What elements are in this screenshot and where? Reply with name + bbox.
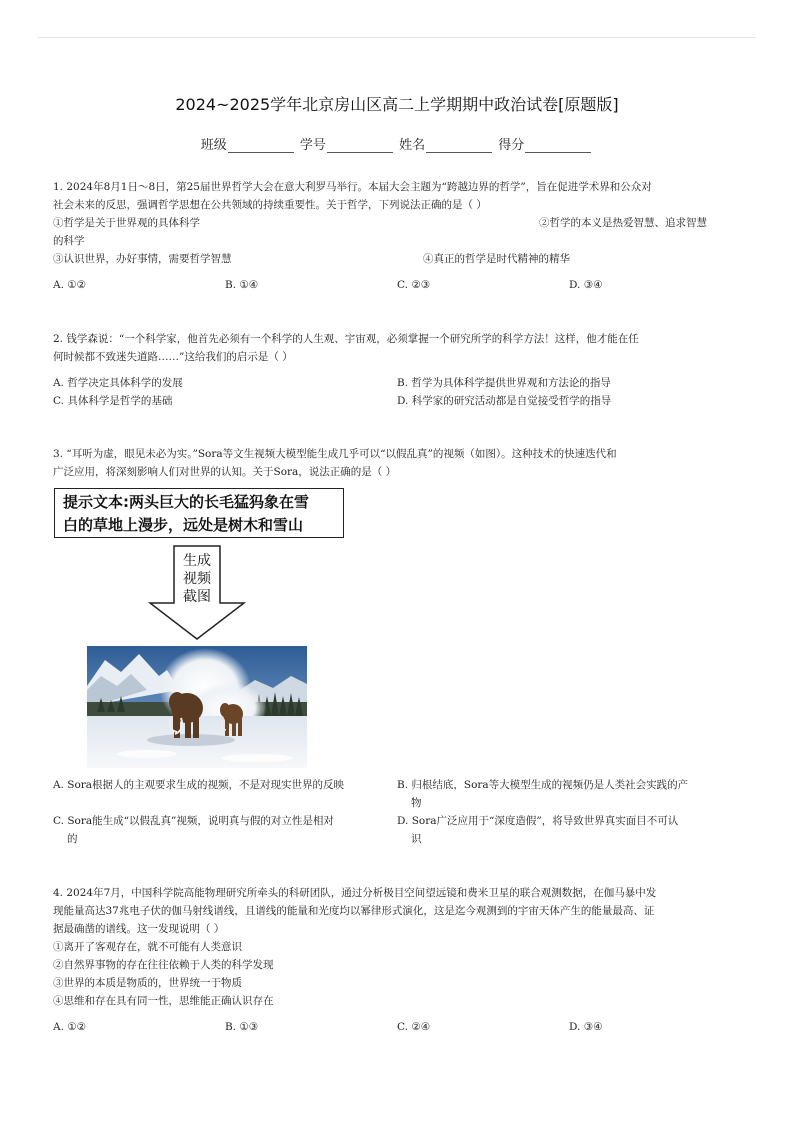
score-blank[interactable] [525, 138, 591, 153]
question-2 [53, 330, 743, 410]
question-3-option-c[interactable]: C. Sora能生成“以假乱真”视频，说明真与假的对立性是相对 [53, 815, 334, 827]
student-info-line [0, 134, 794, 153]
question-2-option-c[interactable]: C. 具体科学是哲学的基础 [53, 395, 173, 407]
question-1-item: 的科学 [53, 235, 85, 247]
name-blank[interactable] [426, 138, 492, 153]
name-label: 姓名 [399, 138, 426, 153]
question-1-option-d[interactable]: D. ③④ [569, 279, 603, 291]
question-1-item: ③认识世界，办好事情，需要哲学智慧 [53, 253, 232, 265]
arrow-label-line: 视频 [183, 571, 211, 587]
question-3-options [53, 776, 743, 848]
question-3-stem-line: 3. “耳听为虚，眼见未必为实。”Sora等文生视频大模型能生成几乎可以“以假乱真”的视频（如图）。这种技术的快速迭代和 [53, 448, 617, 460]
down-arrow-icon [148, 545, 246, 641]
question-1-stem-line: 社会未来的反思，强调哲学思想在公共领域的持续重要性。关于哲学，下列说法正确的是（ ） [53, 199, 487, 211]
question-3-option-c-cont: 的 [67, 833, 78, 845]
question-4-stem-line: 4. 2024年7月，中国科学院高能物理研究所牵头的科研团队，通过分析极目空间望远镜和费米卫星的联合观测数据，在伽马暴中发 [53, 887, 657, 899]
question-1-item: ②哲学的本义是热爱智慧、追求智慧 [539, 217, 707, 229]
class-blank[interactable] [228, 138, 294, 153]
question-4-option-d[interactable]: D. ③④ [569, 1021, 603, 1033]
question-4-option-c[interactable]: C. ②④ [397, 1021, 431, 1033]
question-1 [53, 178, 743, 294]
question-1-item: ④真正的哲学是时代精神的精华 [423, 253, 570, 265]
question-3-option-b[interactable]: B. 归根结底，Sora等大模型生成的视频仍是人类社会实践的产 [397, 779, 689, 791]
arrow-label-line: 生成 [183, 553, 211, 569]
question-4-option-a[interactable]: A. ①② [53, 1021, 87, 1033]
question-2-option-b[interactable]: B. 哲学为具体科学提供世界观和方法论的指导 [397, 377, 611, 389]
question-1-item: ①哲学是关于世界观的具体科学 [53, 217, 200, 229]
mammoth-video-screenshot [87, 646, 307, 768]
question-3-option-b-cont: 物 [411, 797, 422, 809]
question-3-option-a[interactable]: A. Sora根据人的主观要求生成的视频，不是对现实世界的反映 [53, 779, 345, 791]
question-2-option-d[interactable]: D. 科学家的研究活动都是自觉接受哲学的指导 [397, 395, 612, 407]
arrow-label-line: 截图 [183, 589, 211, 605]
question-1-option-c[interactable]: C. ②③ [397, 279, 431, 291]
class-label: 班级 [200, 138, 227, 153]
question-3-option-d[interactable]: D. Sora广泛应用于“深度造假”，将导致世界真实面目不可认 [397, 815, 679, 827]
question-1-stem-line: 1. 2024年8月1日～8日，第25届世界哲学大会在意大利罗马举行。本届大会主题为“跨越边界的哲学”，旨在促进学术界和公众对 [53, 181, 652, 193]
question-2-stem-line: 何时候都不致迷失道路……”这给我们的启示是（ ） [53, 351, 293, 363]
top-divider [38, 37, 756, 38]
question-4-option-b[interactable]: B. ①③ [225, 1021, 259, 1033]
question-1-option-a[interactable]: A. ①② [53, 279, 87, 291]
student-id-blank[interactable] [327, 138, 393, 153]
question-4-item: ②自然界事物的存在往往依赖于人类的科学发现 [53, 959, 274, 971]
question-4-item: ①离开了客观存在，就不可能有人类意识 [53, 941, 242, 953]
question-2-option-a[interactable]: A. 哲学决定具体科学的发展 [53, 377, 183, 389]
score-label: 得分 [498, 138, 525, 153]
prompt-text-line: 提示文本:两头巨大的长毛猛犸象在雪 [63, 493, 310, 511]
question-4 [53, 884, 743, 1036]
question-4-item: ④思维和存在具有同一性，思维能正确认识存在 [53, 995, 274, 1007]
question-3-option-d-cont: 识 [411, 833, 422, 845]
page-title: 2024~2025学年北京房山区高二上学期期中政治试卷[原题版] [175, 95, 619, 114]
prompt-text-line: 白的草地上漫步，远处是树木和雪山 [63, 516, 304, 534]
question-4-item: ③世界的本质是物质的，世界统一于物质 [53, 977, 242, 989]
question-1-option-b[interactable]: B. ①④ [225, 279, 259, 291]
prompt-text-box [54, 488, 344, 538]
question-4-stem-line: 据最确凿的谱线。这一发现说明（ ） [53, 923, 225, 935]
question-4-stem-line: 现能量高达37兆电子伏的伽马射线谱线，且谱线的能量和光度均以幂律形式演化，这是迄今观测到的宇宙天体产生的能量最高、证 [53, 905, 655, 917]
question-3-stem-line: 广泛应用，将深刻影响人们对世界的认知。关于Sora，说法正确的是（ ） [53, 466, 397, 478]
question-3 [53, 445, 743, 481]
student-id-label: 学号 [299, 138, 326, 153]
question-2-stem-line: 2. 钱学森说：“一个科学家，他首先必须有一个科学的人生观、宇宙观，必须掌握一个研究所学的科学方法！这样，他才能在任 [53, 333, 639, 345]
